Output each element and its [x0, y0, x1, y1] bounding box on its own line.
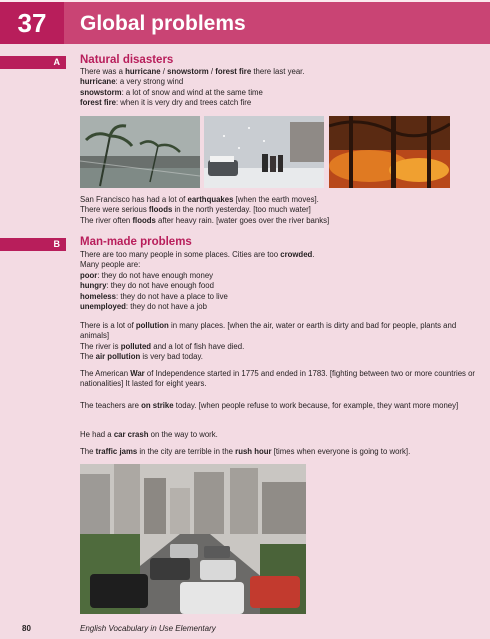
- section-b-tab: B: [0, 238, 66, 251]
- hurricane-photo: [80, 116, 200, 188]
- crowded-line: There are too many people in some places. Cities are too crowded.: [80, 250, 315, 259]
- polluted-line: The river is polluted and a lot of fish have died.: [80, 341, 245, 351]
- section-a-title: Natural disasters: [80, 54, 174, 66]
- unit-number: 37: [0, 2, 64, 44]
- section-a-intro: [80, 67, 480, 109]
- traffic-jam-photo: [80, 464, 306, 614]
- war-line: [80, 369, 480, 390]
- snowstorm-photo: [204, 116, 324, 188]
- def-homeless: homeless: they do not have a place to live: [80, 291, 228, 301]
- air-pollution-line: The air pollution is very bad today.: [80, 352, 203, 362]
- section-a-examples: [80, 195, 480, 226]
- section-a-tab: A: [0, 56, 66, 69]
- def-unemployed: unemployed: they do not have a job: [80, 302, 207, 312]
- example-earthquakes: San Francisco has had a lot of earthquakes [when the earth moves].: [80, 195, 319, 204]
- section-b-intro: [80, 250, 480, 312]
- section-b-title: Man-made problems: [80, 236, 192, 248]
- strike-line: [80, 401, 480, 411]
- pollution-line: There is a lot of pollution in many places. [when the air, water or earth is dirty and bad for people, plants and animals]: [80, 321, 457, 341]
- def-poor: poor: they do not have enough money: [80, 270, 214, 280]
- many-people-line: Many people are:: [80, 260, 141, 270]
- crash-text: He had a car crash on the way to work.: [80, 430, 218, 439]
- page-title: Global problems: [64, 2, 490, 44]
- def-forest-fire: forest fire: when it is very dry and trees catch fire: [80, 98, 252, 108]
- pollution-block: [80, 321, 480, 363]
- traffic-text: The traffic jams in the city are terrible in the rush hour [times when everyone is going to work].: [80, 447, 411, 456]
- def-snowstorm: snowstorm: a lot of snow and wind at the same time: [80, 87, 263, 97]
- forest-fire-photo: [329, 116, 450, 188]
- book-title: English Vocabulary in Use Elementary: [80, 624, 216, 633]
- def-hungry: hungry: they do not have enough food: [80, 281, 214, 291]
- intro-line: There was a hurricane / snowstorm / forest fire there last year.: [80, 67, 305, 76]
- example-floods-verb: The river often floods after heavy rain. [water goes over the river banks]: [80, 215, 330, 225]
- def-hurricane: hurricane: a very strong wind: [80, 77, 184, 87]
- crash-line: [80, 430, 480, 440]
- example-floods-noun: There were serious floods in the north yesterday. [too much water]: [80, 205, 311, 215]
- page-number: 80: [22, 624, 31, 633]
- war-text: The American War of Independence started in 1775 and ended in 1783. [fighting between two or more countries or nationalities] It lasted for eight years.: [80, 369, 476, 389]
- strike-text: The teachers are on strike today. [when people refuse to work because, for example, they want more money]: [80, 401, 459, 410]
- traffic-line: [80, 447, 480, 457]
